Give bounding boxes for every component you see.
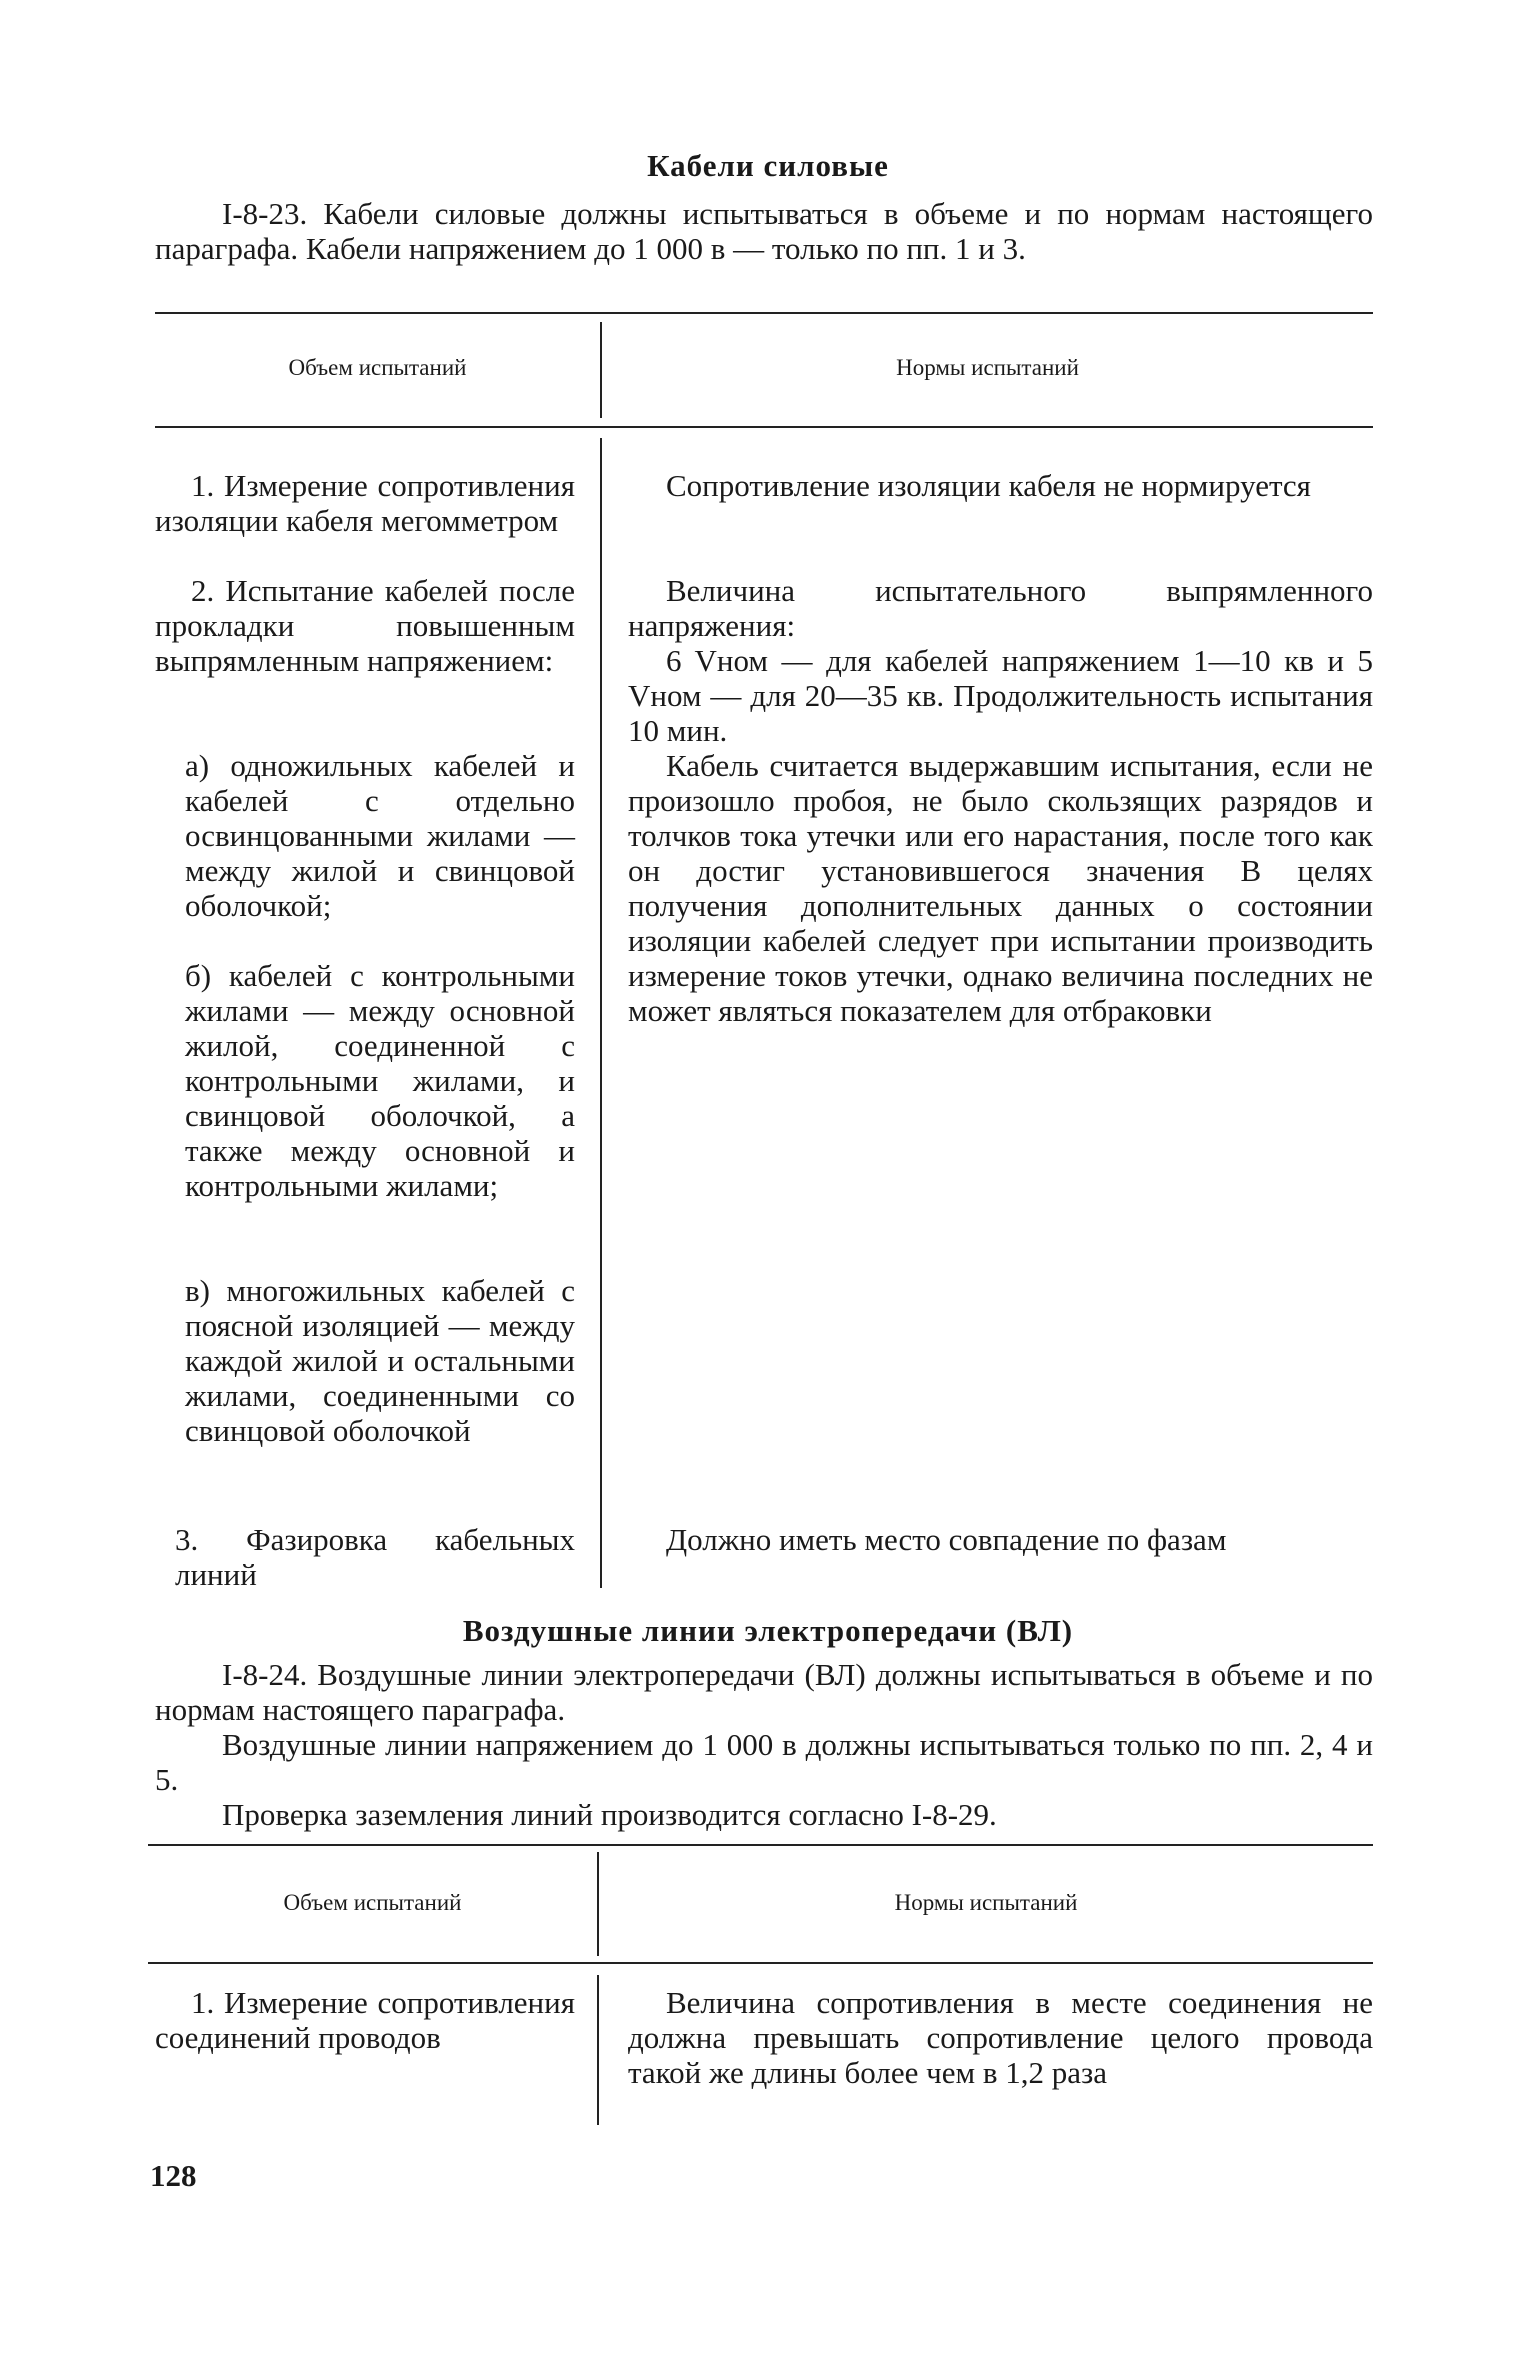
column-header-scope: Объем испытаний: [283, 1890, 462, 1915]
table-header-rule: [155, 426, 1373, 428]
norm-item-2-title: Величина испытательного выпрямленного напряжения:: [628, 573, 1373, 643]
table-header-rule: [148, 1962, 1373, 1964]
column-header-norms: Нормы испытаний: [896, 355, 1079, 380]
table-top-rule: [155, 312, 1373, 314]
norm-item-2-values: 6 Vном — для кабелей напряжением 1—10 кв и 5 Vном — для 20—35 кв. Продолжительность испытания 10 мин.: [628, 643, 1373, 748]
scope-item-2a: а) одножильных кабелей и кабелей с отдельно освинцованными жилами — между жилой и свинцовой оболочкой;: [185, 748, 575, 923]
scope-item-2c: в) многожильных кабелей с поясной изоляцией — между каждой жилой и остальными жилами, соединенными со свинцовой оболочкой: [185, 1273, 575, 1448]
norm-item-1: Сопротивление изоляции кабеля не нормируется: [666, 468, 1311, 503]
scope-item-1: 1. Измерение сопротивления соединений проводов: [155, 1985, 575, 2055]
paragraph-i-8-24: I-8-24. Воздушные линии электропередачи (ВЛ) должны испытываться в объеме и по нормам настоящего параграфа.: [155, 1657, 1373, 1727]
table-top-rule: [148, 1844, 1373, 1846]
section-heading-overhead-lines: Воздушные линии электропередачи (ВЛ): [462, 1613, 1074, 1648]
page-number: 128: [150, 2158, 197, 2193]
norm-item-1: Величина сопротивления в месте соединения не должна превышать сопротивление целого провода такой же длины более чем в 1,2 раза: [628, 1985, 1373, 2090]
table-column-divider: [597, 1975, 599, 2125]
scope-item-2b: б) кабелей с контрольными жилами — между основной жилой, соединенной с контрольными жилами, и свинцовой оболочкой, а также между основной и контрольными жилами;: [185, 958, 575, 1203]
scope-item-2: 2. Испытание кабелей после прокладки повышенным выпрямленным напряжением:: [155, 573, 575, 678]
column-header-scope: Объем испытаний: [288, 355, 467, 380]
column-header-norms: Нормы испытаний: [894, 1890, 1078, 1915]
scope-item-1: 1. Измерение сопротивления изоляции кабеля мегомметром: [155, 468, 575, 538]
paragraph-low-voltage-lines: Воздушные линии напряжением до 1 000 в должны испытываться только по пп. 2, 4 и 5.: [155, 1727, 1373, 1797]
table-column-divider: [600, 438, 602, 1588]
norm-item-3: Должно иметь место совпадение по фазам: [666, 1522, 1227, 1557]
paragraph-i-8-23: I-8-23. Кабели силовые должны испытываться в объеме и по нормам настоящего параграфа. Кабели напряжением до 1 000 в — только по пп. 1 и 3.: [155, 196, 1373, 266]
section-heading-cables: Кабели силовые: [647, 148, 889, 183]
scope-item-3: 3. Фазировка кабельных линий: [175, 1522, 575, 1592]
norm-item-2-criteria: Кабель считается выдержавшим испытания, если не произошло пробоя, не было скользящих разрядов и толчков тока утечки или его нарастания, после того как он достиг установившегося значения В целях получения дополнительных данных о состоянии изоляции кабелей следует при испытании производить измерение токов утечки, однако величина последних не может являться показателем для отбраковки: [628, 748, 1373, 1028]
paragraph-grounding-check: Проверка заземления линий производится согласно I-8-29.: [222, 1797, 997, 1832]
